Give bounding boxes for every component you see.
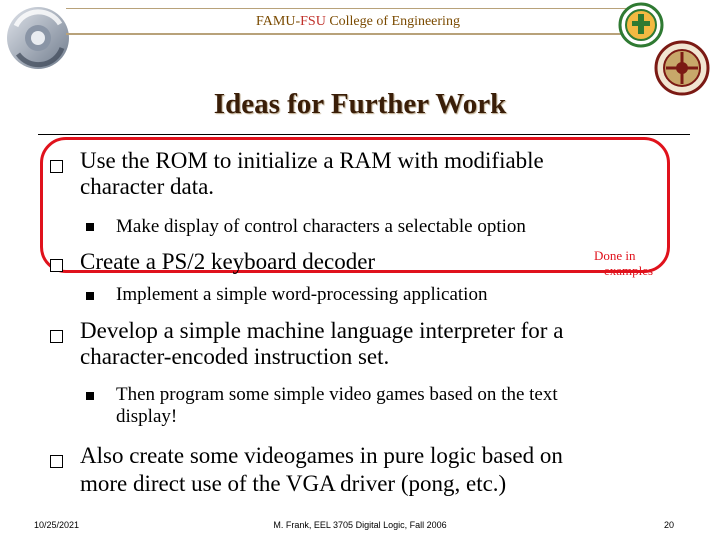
bullet-box-icon xyxy=(50,455,63,468)
bullet-2-line1: Create a PS/2 keyboard decoder xyxy=(80,249,376,274)
footer-date: 10/25/2021 xyxy=(34,520,80,530)
sub-bullet-square-icon xyxy=(86,223,94,231)
footer-course: M. Frank, EEL 3705 Digital Logic, Fall 2006 xyxy=(273,520,447,530)
slide-title: Ideas for Further Work xyxy=(213,88,507,120)
bullet-1-line1: Use the ROM to initialize a RAM with modifiable xyxy=(80,148,544,173)
bullet-box-icon xyxy=(50,259,63,272)
header-bar xyxy=(66,8,650,35)
bullet-3-sub-1-line1: Then program some simple video games based on the text xyxy=(116,384,558,405)
sub-bullet-square-icon xyxy=(86,392,94,400)
sub-bullet-square-icon xyxy=(86,292,94,300)
bullet-3-line2: character-encoded instruction set. xyxy=(80,344,390,369)
circular-swirl-logo-icon xyxy=(2,4,74,72)
bullet-box-icon xyxy=(50,330,63,343)
bullet-4-line1: Also create some videogames in pure logic based on xyxy=(80,443,563,468)
page-number: 20 xyxy=(664,520,675,530)
bullet-3-sub-1-line2: display! xyxy=(116,406,178,427)
annotation-line2: examples xyxy=(604,263,654,278)
institution-name: FAMU-FSU College of Engineering xyxy=(256,14,460,29)
bullet-3-line1: Develop a simple machine language interpreter for a xyxy=(80,318,564,343)
title-divider xyxy=(38,134,690,135)
bullet-1-sub-1: Make display of control characters a selectable option xyxy=(116,216,526,237)
annotation-line1: Done in xyxy=(594,248,636,263)
bullet-4-line2: more direct use of the VGA driver (pong, etc.) xyxy=(80,471,507,496)
bullet-1-line2: character data. xyxy=(80,174,215,199)
bullet-box-icon xyxy=(50,160,63,173)
bullet-2-sub-1: Implement a simple word-processing application xyxy=(116,284,488,305)
